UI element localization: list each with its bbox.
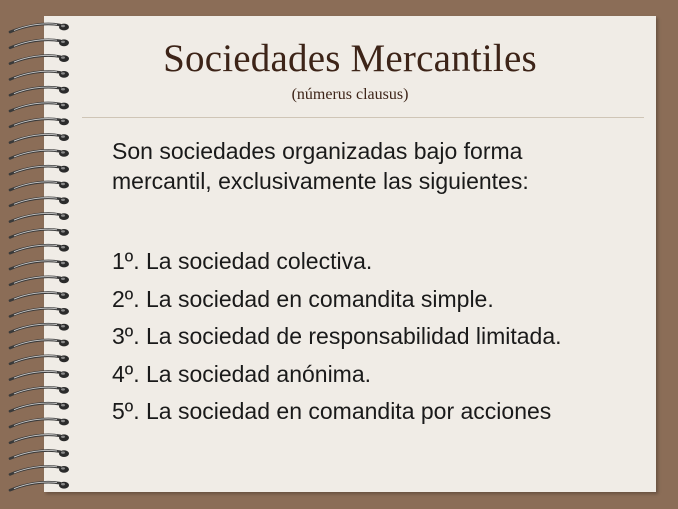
spiral-ring-icon	[10, 182, 69, 190]
society-list	[112, 243, 652, 431]
spiral-ring-icon	[10, 403, 69, 411]
spiral-ring-icon	[10, 150, 69, 158]
list-item: 5º. La sociedad en comandita por acciones	[112, 398, 552, 424]
spiral-ring-icon	[10, 466, 69, 474]
title-divider	[82, 117, 644, 118]
slide-title: Sociedades Mercantiles	[163, 37, 537, 80]
spiral-ring-icon	[10, 118, 69, 126]
list-item: 3º. La sociedad de responsabilidad limitada.	[112, 323, 562, 349]
spiral-ring-icon	[10, 261, 69, 269]
spiral-ring-icon	[10, 166, 69, 174]
spiral-ring-icon	[10, 371, 69, 379]
spiral-ring-icon	[10, 24, 69, 32]
intro-line-2: mercantil, exclusivamente las siguientes:	[112, 168, 529, 194]
slide-subtitle: (númerus clausus)	[291, 86, 409, 103]
spiral-ring-icon	[10, 340, 69, 348]
intro-line-1: Son sociedades organizadas bajo forma	[112, 138, 523, 164]
spiral-ring-icon	[10, 434, 69, 442]
spiral-ring-icon	[10, 308, 69, 316]
spiral-ring-icon	[10, 276, 69, 284]
spiral-ring-icon	[10, 134, 69, 142]
spiral-ring-icon	[10, 197, 69, 205]
list-item: 1º. La sociedad colectiva.	[112, 248, 373, 274]
slide-body	[112, 136, 642, 424]
spiral-ring-icon	[10, 229, 69, 237]
list-item: 4º. La sociedad anónima.	[112, 360, 372, 387]
spiral-ring-icon	[10, 213, 69, 221]
spiral-ring-icon	[10, 450, 69, 458]
spiral-ring-icon	[10, 355, 69, 363]
spiral-ring-icon	[10, 245, 69, 253]
spiral-ring-icon	[10, 387, 69, 395]
intro-text	[112, 136, 642, 196]
spiral-ring-icon	[10, 292, 69, 300]
list-item: 2º. La sociedad en comandita simple.	[112, 285, 494, 312]
spiral-ring-icon	[10, 419, 69, 427]
spiral-ring-icon	[10, 482, 69, 490]
spiral-ring-icon	[10, 324, 69, 332]
